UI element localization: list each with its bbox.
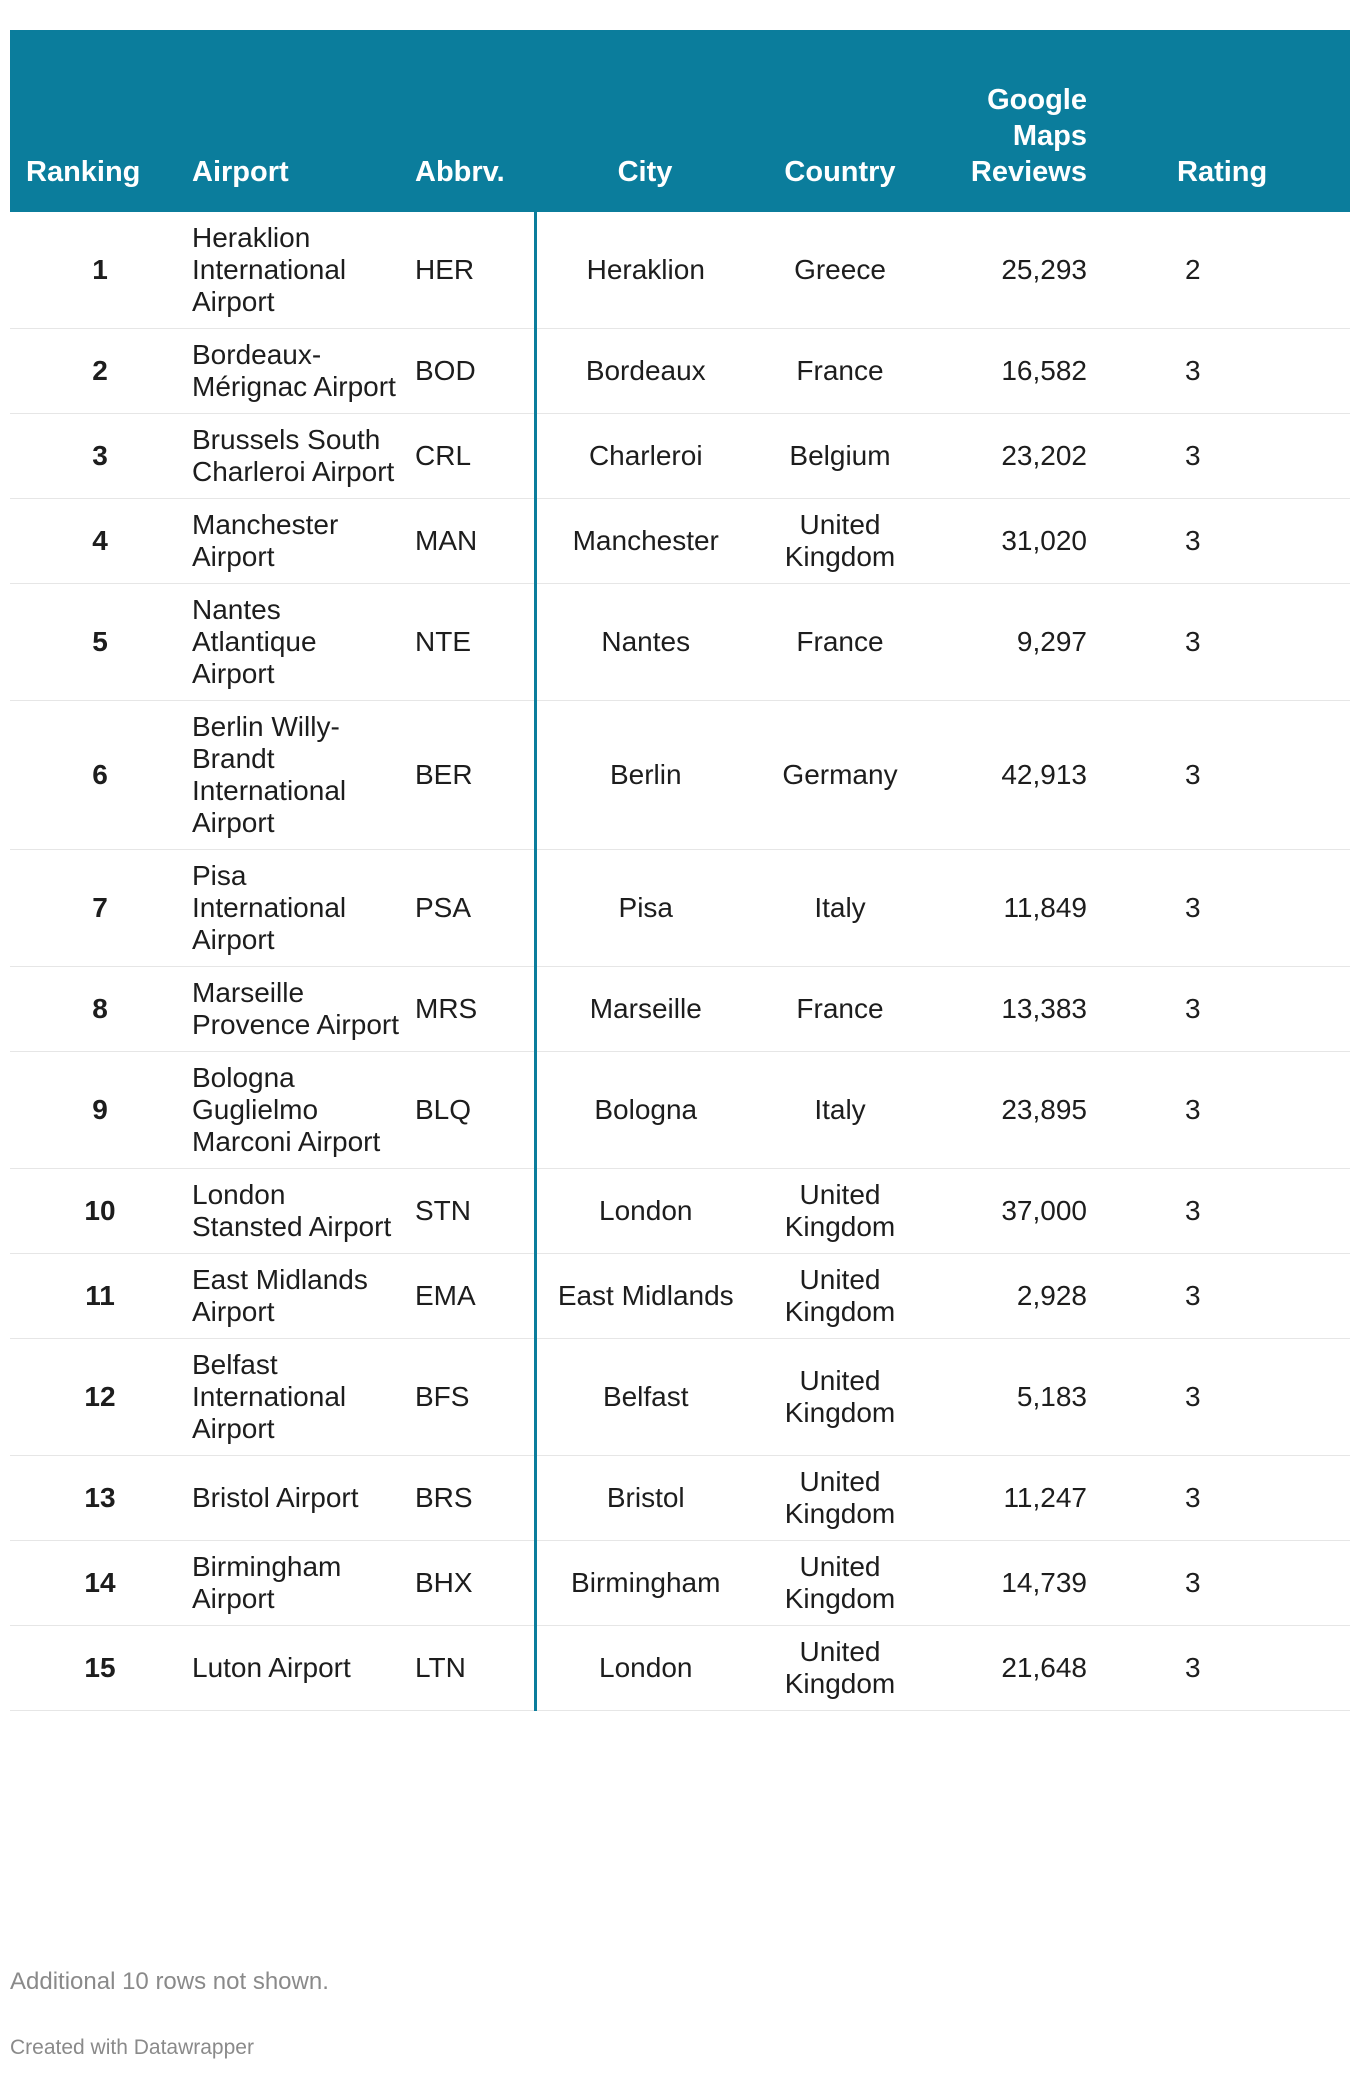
cell-ranking: 6	[10, 701, 190, 850]
cell-airport: Marseille Provence Airport	[190, 967, 410, 1052]
header-abbrv[interactable]: Abbrv.	[410, 30, 535, 212]
cell-rating: 2	[1105, 212, 1350, 329]
cell-city: Bologna	[535, 1052, 755, 1169]
cell-ranking: 12	[10, 1339, 190, 1456]
cell-airport: Bologna Guglielmo Marconi Airport	[190, 1052, 410, 1169]
cell-rating: 3	[1105, 584, 1350, 701]
cell-country: United Kingdom	[755, 1456, 925, 1541]
table-body	[10, 212, 1350, 1711]
cell-airport: Bristol Airport	[190, 1456, 410, 1541]
cell-city: Charleroi	[535, 414, 755, 499]
table-header	[10, 30, 1350, 212]
cell-reviews: 11,849	[925, 850, 1105, 967]
cell-country: United Kingdom	[755, 1541, 925, 1626]
cell-city: London	[535, 1626, 755, 1711]
cell-city: Pisa	[535, 850, 755, 967]
cell-rating: 3	[1105, 1254, 1350, 1339]
table-row	[10, 1169, 1350, 1254]
cell-country: United Kingdom	[755, 1169, 925, 1254]
cell-abbrv: BFS	[410, 1339, 535, 1456]
cell-country: Germany	[755, 701, 925, 850]
cell-country: Italy	[755, 1052, 925, 1169]
cell-ranking: 4	[10, 499, 190, 584]
header-ranking[interactable]: Ranking	[10, 30, 190, 212]
cell-rating: 3	[1105, 1169, 1350, 1254]
cell-abbrv: PSA	[410, 850, 535, 967]
cell-country: Italy	[755, 850, 925, 967]
cell-rating: 3	[1105, 1052, 1350, 1169]
cell-rating: 3	[1105, 414, 1350, 499]
cell-city: Manchester	[535, 499, 755, 584]
header-row	[10, 30, 1350, 212]
table-row	[10, 850, 1350, 967]
cell-reviews: 25,293	[925, 212, 1105, 329]
cell-city: Belfast	[535, 1339, 755, 1456]
cell-abbrv: BRS	[410, 1456, 535, 1541]
cell-rating: 3	[1105, 1339, 1350, 1456]
cell-city: Bristol	[535, 1456, 755, 1541]
cell-city: Nantes	[535, 584, 755, 701]
header-airport[interactable]: Airport	[190, 30, 410, 212]
cell-airport: Manchester Airport	[190, 499, 410, 584]
table-row	[10, 1052, 1350, 1169]
cell-reviews: 42,913	[925, 701, 1105, 850]
cell-city: Marseille	[535, 967, 755, 1052]
cell-ranking: 2	[10, 329, 190, 414]
table-notes: Additional 10 rows not shown.	[10, 1968, 329, 1995]
cell-airport: Birmingham Airport	[190, 1541, 410, 1626]
cell-reviews: 9,297	[925, 584, 1105, 701]
cell-abbrv: BHX	[410, 1541, 535, 1626]
cell-city: Heraklion	[535, 212, 755, 329]
cell-reviews: 23,202	[925, 414, 1105, 499]
cell-rating: 3	[1105, 701, 1350, 850]
cell-abbrv: HER	[410, 212, 535, 329]
cell-abbrv: BER	[410, 701, 535, 850]
cell-city: East Midlands	[535, 1254, 755, 1339]
header-rating[interactable]: Rating	[1105, 30, 1350, 212]
cell-country: United Kingdom	[755, 499, 925, 584]
cell-abbrv: BOD	[410, 329, 535, 414]
cell-ranking: 13	[10, 1456, 190, 1541]
cell-country: France	[755, 967, 925, 1052]
table-row	[10, 1456, 1350, 1541]
header-city[interactable]: City	[535, 30, 755, 212]
cell-abbrv: MAN	[410, 499, 535, 584]
cell-rating: 3	[1105, 967, 1350, 1052]
cell-reviews: 16,582	[925, 329, 1105, 414]
cell-airport: Luton Airport	[190, 1626, 410, 1711]
table-row	[10, 499, 1350, 584]
cell-reviews: 14,739	[925, 1541, 1105, 1626]
cell-ranking: 14	[10, 1541, 190, 1626]
cell-airport: East Midlands Airport	[190, 1254, 410, 1339]
table-row	[10, 1626, 1350, 1711]
cell-ranking: 15	[10, 1626, 190, 1711]
cell-ranking: 3	[10, 414, 190, 499]
cell-abbrv: NTE	[410, 584, 535, 701]
cell-ranking: 9	[10, 1052, 190, 1169]
cell-abbrv: EMA	[410, 1254, 535, 1339]
table-row	[10, 329, 1350, 414]
cell-abbrv: STN	[410, 1169, 535, 1254]
cell-airport: Berlin Willy-Brandt International Airport	[190, 701, 410, 850]
cell-country: United Kingdom	[755, 1339, 925, 1456]
cell-airport: Pisa International Airport	[190, 850, 410, 967]
airport-ranking-table-container	[10, 30, 1268, 1711]
cell-country: France	[755, 584, 925, 701]
table-row	[10, 584, 1350, 701]
cell-rating: 3	[1105, 1456, 1350, 1541]
cell-country: France	[755, 329, 925, 414]
cell-airport: Nantes Atlantique Airport	[190, 584, 410, 701]
cell-airport: Belfast International Airport	[190, 1339, 410, 1456]
airport-ranking-table	[10, 30, 1350, 1711]
table-row	[10, 1254, 1350, 1339]
cell-abbrv: LTN	[410, 1626, 535, 1711]
header-google-maps-reviews[interactable]: Google Maps Reviews	[925, 30, 1105, 212]
cell-ranking: 10	[10, 1169, 190, 1254]
cell-ranking: 8	[10, 967, 190, 1052]
table-row	[10, 1339, 1350, 1456]
cell-country: United Kingdom	[755, 1254, 925, 1339]
cell-city: London	[535, 1169, 755, 1254]
cell-airport: Brussels South Charleroi Airport	[190, 414, 410, 499]
datawrapper-credit[interactable]: Created with Datawrapper	[10, 2036, 254, 2059]
cell-ranking: 7	[10, 850, 190, 967]
cell-country: Belgium	[755, 414, 925, 499]
cell-city: Birmingham	[535, 1541, 755, 1626]
cell-ranking: 1	[10, 212, 190, 329]
cell-country: United Kingdom	[755, 1626, 925, 1711]
table-row	[10, 212, 1350, 329]
cell-reviews: 13,383	[925, 967, 1105, 1052]
cell-reviews: 2,928	[925, 1254, 1105, 1339]
cell-reviews: 11,247	[925, 1456, 1105, 1541]
cell-airport: Heraklion International Airport	[190, 212, 410, 329]
cell-abbrv: MRS	[410, 967, 535, 1052]
cell-ranking: 11	[10, 1254, 190, 1339]
cell-country: Greece	[755, 212, 925, 329]
cell-reviews: 31,020	[925, 499, 1105, 584]
table-row	[10, 701, 1350, 850]
cell-reviews: 21,648	[925, 1626, 1105, 1711]
cell-abbrv: BLQ	[410, 1052, 535, 1169]
cell-rating: 3	[1105, 850, 1350, 967]
cell-reviews: 37,000	[925, 1169, 1105, 1254]
cell-rating: 3	[1105, 1541, 1350, 1626]
table-row	[10, 1541, 1350, 1626]
cell-city: Berlin	[535, 701, 755, 850]
cell-city: Bordeaux	[535, 329, 755, 414]
cell-rating: 3	[1105, 1626, 1350, 1711]
cell-rating: 3	[1105, 329, 1350, 414]
table-row	[10, 414, 1350, 499]
cell-reviews: 5,183	[925, 1339, 1105, 1456]
cell-airport: Bordeaux-Mérignac Airport	[190, 329, 410, 414]
table-row	[10, 967, 1350, 1052]
header-country[interactable]: Country	[755, 30, 925, 212]
cell-reviews: 23,895	[925, 1052, 1105, 1169]
cell-rating: 3	[1105, 499, 1350, 584]
cell-ranking: 5	[10, 584, 190, 701]
cell-airport: London Stansted Airport	[190, 1169, 410, 1254]
cell-abbrv: CRL	[410, 414, 535, 499]
